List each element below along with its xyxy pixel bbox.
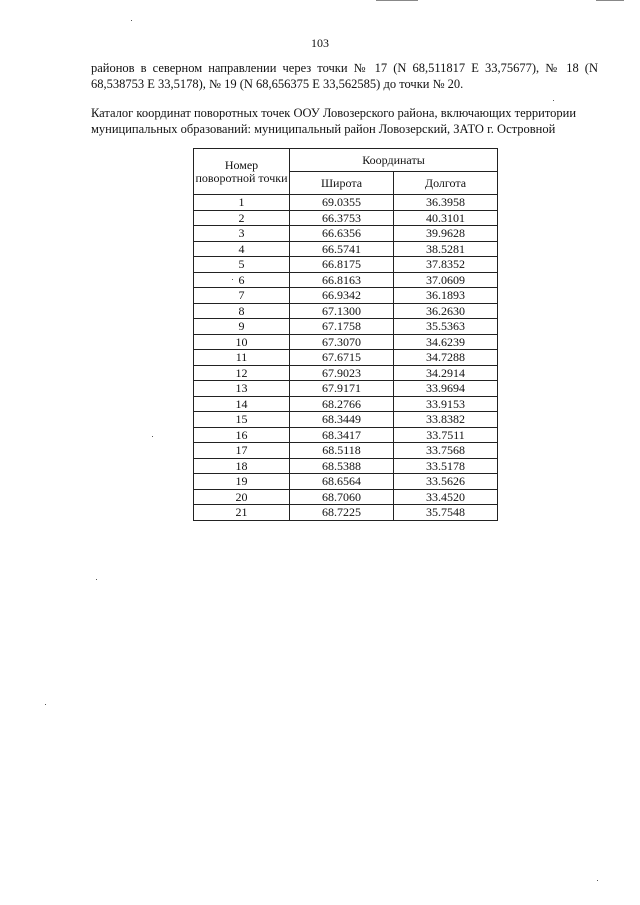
table-row <box>194 427 498 443</box>
cell-longitude: 33.4520 <box>394 489 498 505</box>
table-row <box>194 226 498 242</box>
table-row <box>194 365 498 381</box>
cell-point-number: 9 <box>194 319 290 335</box>
cell-longitude: 40.3101 <box>394 210 498 226</box>
table-row <box>194 505 498 521</box>
cell-point-number: 17 <box>194 443 290 459</box>
cell-point-number: 8 <box>194 303 290 319</box>
cell-longitude: 39.9628 <box>394 226 498 242</box>
cell-longitude: 35.7548 <box>394 505 498 521</box>
scan-speck <box>553 100 554 101</box>
table-row <box>194 319 498 335</box>
cell-longitude: 36.3958 <box>394 195 498 211</box>
scan-speck <box>45 704 46 705</box>
cell-point-number: 4 <box>194 241 290 257</box>
table-row <box>194 303 498 319</box>
cell-point-number: 5 <box>194 257 290 273</box>
table-row <box>194 412 498 428</box>
cell-point-number: 1 <box>194 195 290 211</box>
cell-point-number: 12 <box>194 365 290 381</box>
header-point-number: Номер поворотной точки <box>194 149 290 195</box>
table-row <box>194 474 498 490</box>
table-row <box>194 396 498 412</box>
cell-point-number: 15 <box>194 412 290 428</box>
cell-latitude: 67.9023 <box>290 365 394 381</box>
cell-point-number: 14 <box>194 396 290 412</box>
table-row <box>194 443 498 459</box>
table-row <box>194 458 498 474</box>
scan-speck <box>96 579 97 580</box>
cell-point-number: 2 <box>194 210 290 226</box>
scan-speck <box>597 880 598 881</box>
cell-latitude: 66.8163 <box>290 272 394 288</box>
page-number: 103 <box>311 36 329 50</box>
body-paragraph-route: районов в северном направлении через точки № 17 (N 68,511817 Е 33,75677), № 18 (N 68,538753 Е 33,5178), № 19 (N 68,656375 Е 33,562585) до точки № 20. <box>91 61 598 91</box>
header-longitude: Долгота <box>394 172 498 195</box>
cell-latitude: 68.5118 <box>290 443 394 459</box>
cell-latitude: 67.6715 <box>290 350 394 366</box>
cell-longitude: 37.0609 <box>394 272 498 288</box>
table-row <box>194 288 498 304</box>
cell-latitude: 66.6356 <box>290 226 394 242</box>
cell-point-number: 19 <box>194 474 290 490</box>
cell-point-number: 18 <box>194 458 290 474</box>
cell-longitude: 34.7288 <box>394 350 498 366</box>
header-coordinates: Координаты <box>290 149 498 172</box>
cell-latitude: 66.8175 <box>290 257 394 273</box>
table-row <box>194 210 498 226</box>
cell-longitude: 36.2630 <box>394 303 498 319</box>
cell-latitude: 68.3449 <box>290 412 394 428</box>
coordinates-table-body <box>194 195 498 521</box>
cell-latitude: 68.7060 <box>290 489 394 505</box>
scan-speck <box>232 279 233 280</box>
cell-latitude: 67.3070 <box>290 334 394 350</box>
cell-longitude: 33.9694 <box>394 381 498 397</box>
cell-latitude: 66.3753 <box>290 210 394 226</box>
cell-latitude: 68.5388 <box>290 458 394 474</box>
cell-point-number: 7 <box>194 288 290 304</box>
cell-point-number: 3 <box>194 226 290 242</box>
cell-latitude: 69.0355 <box>290 195 394 211</box>
header-latitude: Широта <box>290 172 394 195</box>
cell-longitude: 36.1893 <box>394 288 498 304</box>
cell-point-number: 11 <box>194 350 290 366</box>
cell-longitude: 34.6239 <box>394 334 498 350</box>
cell-latitude: 67.1758 <box>290 319 394 335</box>
cell-longitude: 33.7568 <box>394 443 498 459</box>
cell-longitude: 33.7511 <box>394 427 498 443</box>
table-row <box>194 334 498 350</box>
cell-longitude: 37.8352 <box>394 257 498 273</box>
scan-edge-mark <box>376 0 418 1</box>
coordinates-table <box>193 148 498 521</box>
scan-edge-mark <box>596 0 624 1</box>
cell-longitude: 33.5178 <box>394 458 498 474</box>
cell-point-number: 13 <box>194 381 290 397</box>
cell-longitude: 33.5626 <box>394 474 498 490</box>
table-caption: Каталог координат поворотных точек ООУ Ловозерского района, включающих территории муниципальных образований: муниципальный район Ловозерский, ЗАТО г. Островной <box>91 106 577 136</box>
cell-point-number: 16 <box>194 427 290 443</box>
cell-latitude: 68.7225 <box>290 505 394 521</box>
cell-latitude: 68.2766 <box>290 396 394 412</box>
cell-longitude: 34.2914 <box>394 365 498 381</box>
table-row <box>194 272 498 288</box>
cell-latitude: 67.1300 <box>290 303 394 319</box>
cell-longitude: 38.5281 <box>394 241 498 257</box>
cell-point-number: 20 <box>194 489 290 505</box>
scan-speck <box>131 20 132 21</box>
cell-latitude: 66.9342 <box>290 288 394 304</box>
cell-latitude: 67.9171 <box>290 381 394 397</box>
table-row <box>194 350 498 366</box>
cell-latitude: 68.6564 <box>290 474 394 490</box>
cell-latitude: 66.5741 <box>290 241 394 257</box>
table-row <box>194 381 498 397</box>
cell-point-number: 10 <box>194 334 290 350</box>
cell-point-number: 6 <box>194 272 290 288</box>
scan-speck <box>152 436 153 437</box>
cell-longitude: 35.5363 <box>394 319 498 335</box>
cell-longitude: 33.9153 <box>394 396 498 412</box>
table-row <box>194 241 498 257</box>
cell-latitude: 68.3417 <box>290 427 394 443</box>
table-row <box>194 195 498 211</box>
cell-longitude: 33.8382 <box>394 412 498 428</box>
table-row <box>194 489 498 505</box>
table-row <box>194 257 498 273</box>
cell-point-number: 21 <box>194 505 290 521</box>
